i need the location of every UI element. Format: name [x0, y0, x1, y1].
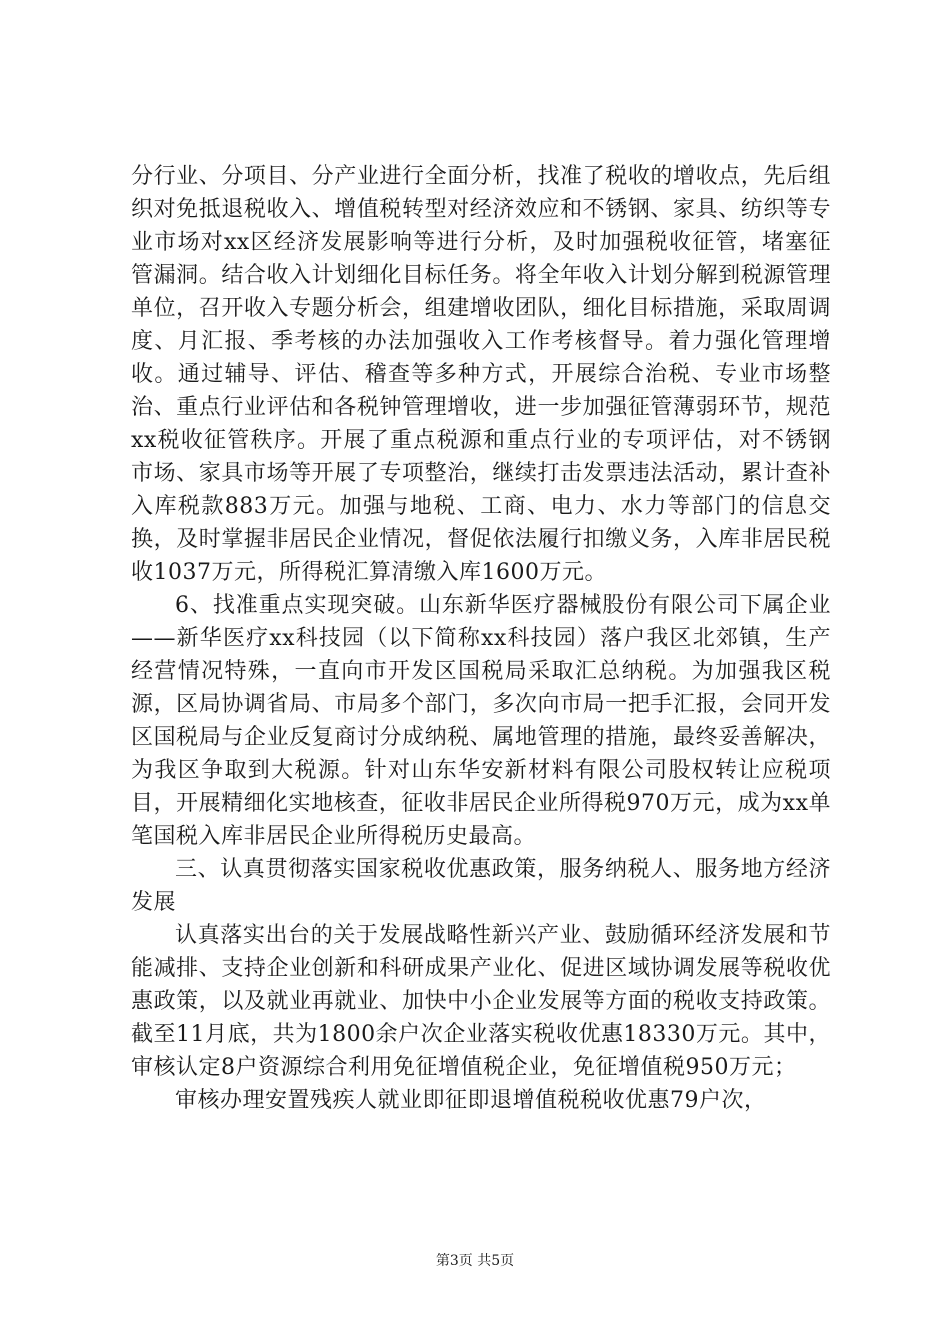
paragraph-3: 认真落实出台的关于发展战略性新兴产业、鼓励循环经济发展和节能减排、支持企业创新和科研成果产业化、促进区域协调发展等税收优惠政策，以及就业再就业、加快中小企业发展等方面的税收支持政策。截至11月底，共为1800余户次企业落实税收优惠18330万元。其中，审核认定8户资源综合利用免征增值税企业，免征增值税950万元； [131, 923, 831, 1080]
paragraph-1: 分行业、分项目、分产业进行全面分析，找准了税收的增收点，先后组织对免抵退税收入、增值税转型对经济效应和不锈钢、家具、纺织等专业市场对xx区经济发展影响等进行分析，及时加强税收征管，堵塞征管漏洞。结合收入计划细化目标任务。将全年收入计划分解到税源管理单位，召开收入专题分析会，组建增收团队，细化目标措施，采取周调度、月汇报、季考核的办法加强收入工作考核督导。着力强化管理增收。通过辅导、评估、稽查等多种方式，开展综合治税、专业市场整治、重点行业评估和各税钟管理增收，进一步加强征管薄弱环节，规范xx税收征管秩序。开展了重点税源和重点行业的专项评估，对不锈钢市场、家具市场等开展了专项整治，继续打击发票违法活动，累计查补入库税款883万元。加强与地税、工商、电力、水力等部门的信息交换，及时掌握非居民企业情况，督促依法履行扣缴义务，入库非居民税收1037万元，所得税汇算清缴入库1600万元。 [131, 164, 831, 585]
document-body [131, 160, 831, 1117]
paragraph-4: 审核办理安置残疾人就业即征即退增值税税收优惠79户次， [175, 1088, 767, 1113]
page-footer: 第3页 共5页 [435, 1253, 515, 1269]
paragraph-2: 6、找准重点实现突破。山东新华医疗器械股份有限公司下属企业——新华医疗xx科技园（以下简称xx科技园）落户我区北郊镇，生产经营情况特殊，一直向市开发区国税局采取汇总纳税。为加强我区税源，区局协调省局、市局多个部门，多次向市局一把手汇报，会同开发区国税局与企业反复商讨分成纳税、属地管理的措施，最终妥善解决，为我区争取到大税源。针对山东华安新材料有限公司股权转让应税项目，开展精细化实地核查，征收非居民企业所得税970万元，成为xx单笔国税入库非居民企业所得税历史最高。 [131, 593, 831, 849]
section-heading: 三、认真贯彻落实国家税收优惠政策，服务纳税人、服务地方经济发展 [131, 857, 831, 915]
